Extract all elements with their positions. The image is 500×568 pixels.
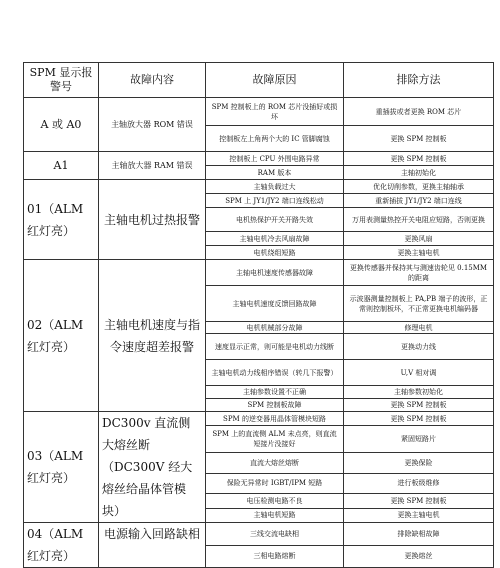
alarm-number: 03（ALM 红灯亮） [24, 412, 99, 523]
fix-method: 更换主轴电机 [344, 246, 494, 260]
fault-cause: SPM 的逆变器用晶体管模块短路 [206, 412, 344, 426]
fault-cause: 主轴负载过大 [206, 180, 344, 194]
fault-cause: 控制板左上角两个大的 IC 管脚腐蚀 [206, 126, 344, 152]
fault-cause: 主轴电机速度反馈回路故障 [206, 286, 344, 322]
alarm-number: 01（ALM 红灯亮） [24, 180, 99, 260]
fix-method: 优化切削参数，更换主轴轴承 [344, 180, 494, 194]
alarm-number: A 或 A0 [24, 98, 99, 152]
fix-method: 更换风扇 [344, 232, 494, 246]
fix-method: 更换 SPM 控制板 [344, 152, 494, 166]
alarm-number: 04（ALM 红灯亮） [24, 523, 99, 568]
fix-method: 更换 SPM 控制板 [344, 412, 494, 426]
fault-cause: 主轴参数设置不正确 [206, 386, 344, 399]
fault-cause: 主轴电机冷去风扇故障 [206, 232, 344, 246]
fault-cause: 电压检测电路不良 [206, 494, 344, 508]
fault-cause: SPM 上 JY1/JY2 端口连线松动 [206, 194, 344, 208]
fault-cause: 速度显示正常，则可能是电机动力线断 [206, 334, 344, 360]
fault-content: DC300v 直流侧大熔丝断（DC300V 经大熔丝给晶体管模块） [99, 412, 206, 523]
fix-method: 更换动力线 [344, 334, 494, 360]
header-fault-cause: 故障原因 [206, 63, 344, 98]
fix-method: 更换 SPM 控制板 [344, 399, 494, 412]
fault-content: 主轴放大器 RAM 错误 [99, 152, 206, 180]
fix-method: 主轴初始化 [344, 166, 494, 180]
fault-cause: 主轴电机速度传感器故障 [206, 260, 344, 286]
fault-cause: SPM 上的直流侧 ALM 未点亮，则直流短接片没接好 [206, 426, 344, 453]
alarm-number: A1 [24, 152, 99, 180]
fix-method: 万用表测量热控开关电阻应短路，否则更换 [344, 208, 494, 232]
fix-method: 更换熔丝 [344, 545, 494, 568]
alarm-table [23, 62, 494, 568]
header-fix-method: 排除方法 [344, 63, 494, 98]
fault-cause: 电机绕组短路 [206, 246, 344, 260]
fix-method: 更换 SPM 控制板 [344, 126, 494, 152]
fault-cause: 主轴电机动力线相序错误（转几下报警） [206, 360, 344, 386]
fix-method: 示波器测量控制板上 PA,PB 端子的波形，正常则控制板坏，不正常更换电机编码器 [344, 286, 494, 322]
alarm-number: 02（ALM 红灯亮） [24, 260, 99, 412]
table-row [24, 260, 494, 286]
fault-content: 主轴放大器 ROM 错误 [99, 98, 206, 152]
table-row [24, 180, 494, 194]
table-row [24, 523, 494, 546]
fault-cause: RAM 版本 [206, 166, 344, 180]
fault-cause: SPM 控制板故障 [206, 399, 344, 412]
fix-method: 修理电机 [344, 322, 494, 334]
fix-method: U,V 相对调 [344, 360, 494, 386]
fault-cause: 电机机械部分故障 [206, 322, 344, 334]
header-fault-content: 故障内容 [99, 63, 206, 98]
fix-method: 重新插拔 JY1/JY2 端口连线 [344, 194, 494, 208]
fault-cause: SPM 控制板上的 ROM 芯片没插好或损坏 [206, 98, 344, 126]
fault-cause: 电机热保护开关开路失效 [206, 208, 344, 232]
fault-cause: 主轴电机短路 [206, 508, 344, 522]
fault-cause: 控制板上 CPU 外围电路异常 [206, 152, 344, 166]
fault-content: 主轴电机过热报警 [99, 180, 206, 260]
fix-method: 更换保险 [344, 453, 494, 474]
fault-content: 主轴电机速度与指令速度超差报警 [99, 260, 206, 412]
fault-cause: 保险无异常时 IGBT/IPM 短路 [206, 473, 344, 494]
fault-cause: 三线交流电缺相 [206, 523, 344, 546]
fault-cause: 三相电路熔断 [206, 545, 344, 568]
fix-method: 排除缺相故障 [344, 523, 494, 546]
fix-method: 更换主轴电机 [344, 508, 494, 522]
fix-method: 更换 SPM 控制板 [344, 494, 494, 508]
fix-method: 进行板级维修 [344, 473, 494, 494]
table-row [24, 412, 494, 426]
table-row [24, 98, 494, 126]
fault-cause: 直流大熔丝熔断 [206, 453, 344, 474]
table-row [24, 152, 494, 166]
fix-method: 更换传感器并保持其与测速齿轮见 0.15MM 的距离 [344, 260, 494, 286]
fix-method: 紧固短路片 [344, 426, 494, 453]
fix-method: 主轴参数初始化 [344, 386, 494, 399]
fault-content: 电源输入回路缺相 [99, 523, 206, 568]
header-row [24, 63, 494, 98]
header-alarm-number: SPM 显示报警号 [24, 63, 99, 98]
fix-method: 重插拔或者更换 ROM 芯片 [344, 98, 494, 126]
